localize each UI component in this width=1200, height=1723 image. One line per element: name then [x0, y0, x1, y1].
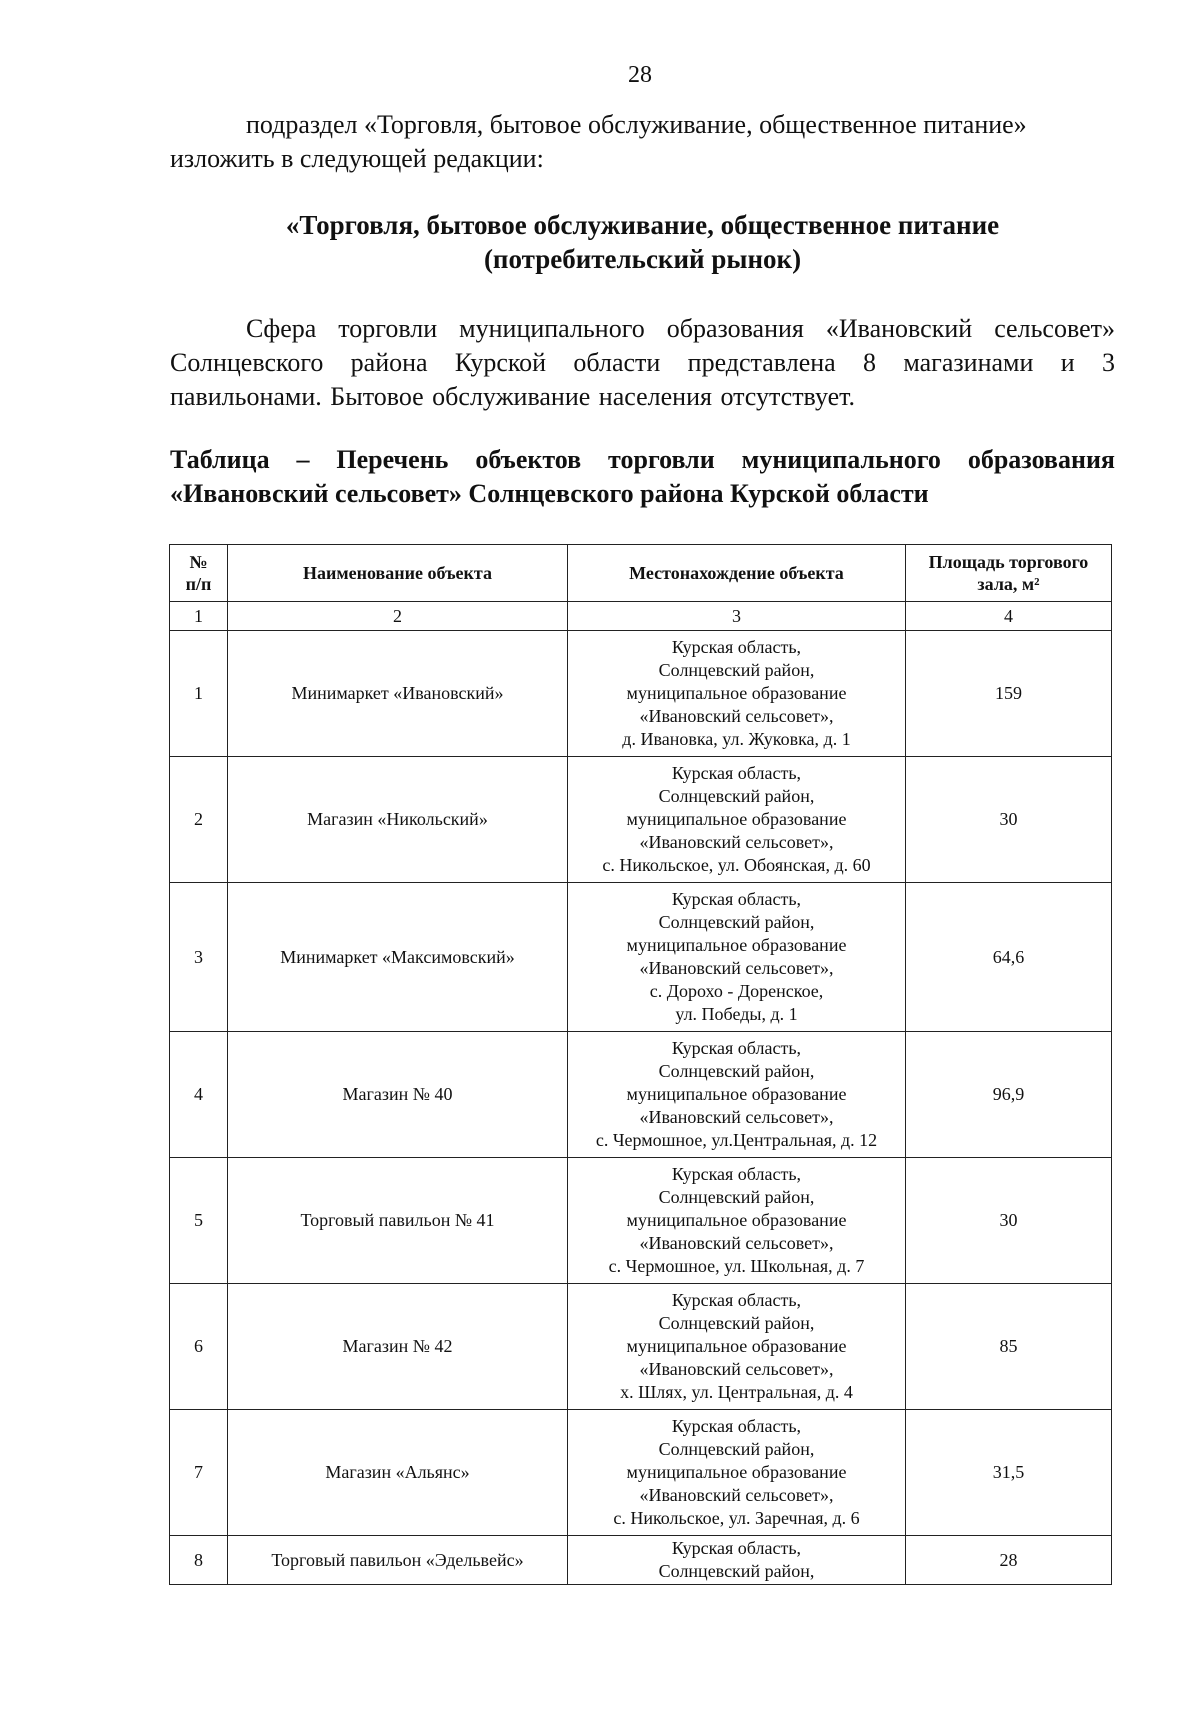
- section-heading-line-2: (потребительский рынок): [483, 244, 802, 274]
- table-caption: Таблица – Перечень объектов торговли муниципального образования «Ивановский сельсовет» Солнцевского района Курской области: [170, 445, 1115, 508]
- header-number: [170, 545, 228, 602]
- location-line: муниципальное образование: [626, 1336, 847, 1356]
- cell-number: 4: [170, 1032, 228, 1158]
- location-line: Солнцевский район,: [658, 1313, 815, 1333]
- location-line: х. Шлях, ул. Центральная, д. 4: [620, 1382, 853, 1402]
- cell-number: 2: [170, 757, 228, 883]
- cell-number: 6: [170, 1284, 228, 1410]
- header-location: Местонахождение объекта: [568, 545, 906, 602]
- location-line: муниципальное образование: [626, 1210, 847, 1230]
- cell-area: 30: [906, 757, 1112, 883]
- cell-area: 96,9: [906, 1032, 1112, 1158]
- table-row: [170, 1284, 1112, 1410]
- location-line: муниципальное образование: [626, 683, 847, 703]
- intro-text: [170, 108, 1115, 176]
- cell-location: [568, 1158, 906, 1284]
- location-line: «Ивановский сельсовет»,: [639, 1359, 834, 1379]
- location-line: Курская область,: [671, 763, 802, 783]
- location-line: Солнцевский район,: [658, 786, 815, 806]
- location-line: муниципальное образование: [626, 1462, 847, 1482]
- location-line: Курская область,: [671, 1038, 802, 1058]
- header-name: Наименование объекта: [228, 545, 568, 602]
- table-row: [170, 883, 1112, 1032]
- header-number-line-2: п/п: [185, 574, 212, 594]
- cell-object-name: Минимаркет «Ивановский»: [228, 631, 568, 757]
- header-area: [906, 545, 1112, 602]
- page-number: 28: [628, 62, 652, 88]
- cell-area: 30: [906, 1158, 1112, 1284]
- trade-objects-table: [169, 544, 1112, 1585]
- cell-location: [568, 883, 906, 1032]
- header-area-line-1: Площадь торгового: [928, 552, 1089, 572]
- column-number: 3: [568, 602, 906, 631]
- location-line: с. Дорохо - Доренское,: [649, 981, 824, 1001]
- column-number-row: [170, 602, 1112, 631]
- table-header-row: [170, 545, 1112, 602]
- location-line: с. Чермошное, ул. Школьная, д. 7: [608, 1256, 865, 1276]
- location-line: Курская область,: [671, 889, 802, 909]
- location-line: с. Чермошное, ул.Центральная, д. 12: [595, 1130, 878, 1150]
- location-line: Солнцевский район,: [658, 660, 815, 680]
- location-line: с. Никольское, ул. Обоянская, д. 60: [602, 855, 871, 875]
- cell-area: 85: [906, 1284, 1112, 1410]
- location-line: Курская область,: [671, 1164, 802, 1184]
- location-line: «Ивановский сельсовет»,: [639, 958, 834, 978]
- table-row: [170, 1032, 1112, 1158]
- cell-object-name: Торговый павильон № 41: [228, 1158, 568, 1284]
- cell-location: [568, 1410, 906, 1536]
- table-row: [170, 757, 1112, 883]
- cell-area: 159: [906, 631, 1112, 757]
- location-line: ул. Победы, д. 1: [675, 1004, 798, 1024]
- location-line: Солнцевский район,: [658, 1439, 815, 1459]
- cell-location: [568, 757, 906, 883]
- cell-object-name: Магазин № 40: [228, 1032, 568, 1158]
- cell-object-name: Магазин «Никольский»: [228, 757, 568, 883]
- location-line: Солнцевский район,: [658, 1061, 815, 1081]
- cell-number: 3: [170, 883, 228, 1032]
- location-line: муниципальное образование: [626, 1084, 847, 1104]
- table-row: [170, 631, 1112, 757]
- location-line: муниципальное образование: [626, 809, 847, 829]
- cell-area: 31,5: [906, 1410, 1112, 1536]
- section-heading-line-1: «Торговля, бытовое обслуживание, общественное питание: [285, 210, 1000, 240]
- location-line: «Ивановский сельсовет»,: [639, 706, 834, 726]
- cell-area: 28: [906, 1536, 1112, 1585]
- cell-area: 64,6: [906, 883, 1112, 1032]
- location-line: Солнцевский район,: [658, 912, 815, 932]
- cell-location: [568, 631, 906, 757]
- cell-location: [568, 1536, 906, 1585]
- location-line: Курская область,: [671, 1290, 802, 1310]
- cell-number: 7: [170, 1410, 228, 1536]
- cell-object-name: Магазин № 42: [228, 1284, 568, 1410]
- location-line: «Ивановский сельсовет»,: [639, 832, 834, 852]
- location-line: «Ивановский сельсовет»,: [639, 1107, 834, 1127]
- intro-line-2: изложить в следующей редакции:: [170, 144, 544, 173]
- column-number: 1: [170, 602, 228, 631]
- location-line: «Ивановский сельсовет»,: [639, 1485, 834, 1505]
- column-number: 2: [228, 602, 568, 631]
- location-line: Курская область,: [671, 1416, 802, 1436]
- cell-number: 5: [170, 1158, 228, 1284]
- header-area-line-2: зала, м²: [977, 574, 1040, 594]
- section-heading: [170, 208, 1115, 276]
- location-line: Курская область,: [671, 1538, 802, 1558]
- intro-line-1: подраздел «Торговля, бытовое обслуживание, общественное питание»: [246, 110, 1027, 139]
- cell-number: 1: [170, 631, 228, 757]
- location-line: с. Никольское, ул. Заречная, д. 6: [613, 1508, 860, 1528]
- location-line: муниципальное образование: [626, 935, 847, 955]
- location-line: Курская область,: [671, 637, 802, 657]
- body-paragraph: Сфера торговли муниципального образования «Ивановский сельсовет» Солнцевского района Курской области представлена 8 магазинами и 3 павильонами. Бытовое обслуживание населения отсутствует.: [170, 314, 1115, 411]
- location-line: д. Ивановка, ул. Жуковка, д. 1: [622, 729, 851, 749]
- column-number: 4: [906, 602, 1112, 631]
- location-line: Солнцевский район,: [658, 1187, 815, 1207]
- cell-object-name: Торговый павильон «Эдельвейс»: [228, 1536, 568, 1585]
- cell-location: [568, 1032, 906, 1158]
- cell-location: [568, 1284, 906, 1410]
- location-line: Солнцевский район,: [658, 1561, 815, 1581]
- table-row: [170, 1410, 1112, 1536]
- cell-object-name: Магазин «Альянс»: [228, 1410, 568, 1536]
- cell-object-name: Минимаркет «Максимовский»: [228, 883, 568, 1032]
- location-line: «Ивановский сельсовет»,: [639, 1233, 834, 1253]
- table-row: [170, 1536, 1112, 1585]
- header-number-line-1: №: [189, 552, 208, 572]
- cell-number: 8: [170, 1536, 228, 1585]
- table-row: [170, 1158, 1112, 1284]
